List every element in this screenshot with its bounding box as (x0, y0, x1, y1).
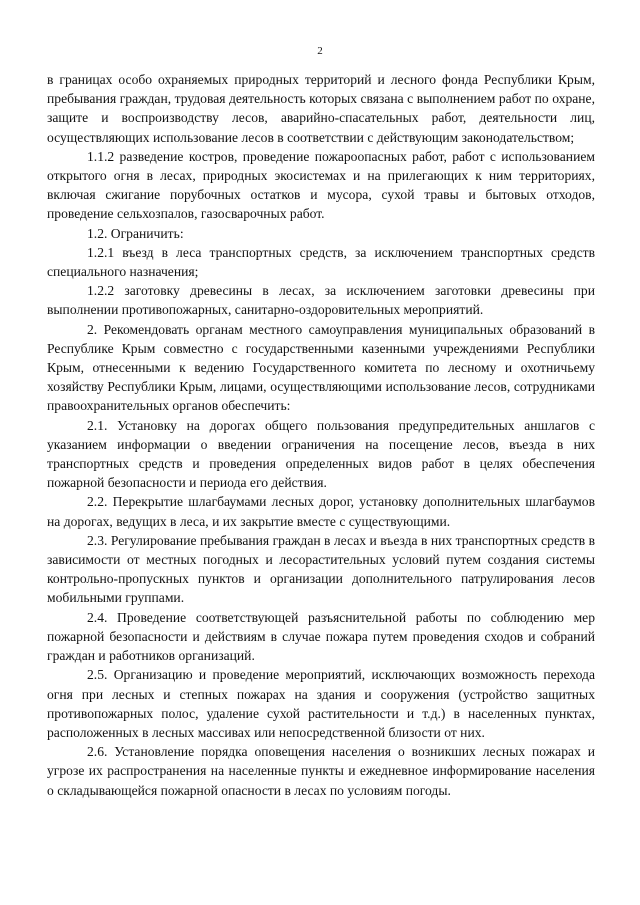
paragraph-continuation: в границах особо охраняемых природных территорий и лесного фонда Республики Крым, пребывания граждан, трудовая деятельность которых связана с выполнением работ по охране, защите и воспроизводству лесов, аварийно-спасательных работ, деятельности лиц, осуществляющих использование лесов в соответствии с действующим законодательством; (47, 72, 595, 145)
document-body (47, 70, 595, 800)
paragraph-2-4: 2.4. Проведение соответствующей разъяснительной работы по соблюдению мер пожарной безопасности и действиям в случае пожара путем проведения сходов и собраний граждан и работников организаций. (47, 609, 595, 664)
paragraph-2-5: 2.5. Организацию и проведение мероприятий, исключающих возможность перехода огня при лесных и степных пожарах на здания и сооружения (устройство защитных противопожарных полос, удаление сухой растительности и т.д.) в населенных пунктах, расположенных в лесных массивах или непосредственной близости от них. (47, 667, 595, 740)
paragraph-2: 2. Рекомендовать органам местного самоуправления муниципальных образований в Республике Крым совместно с государственными казенными учреждениями Республики Крым, отнесенными к ведению Государственного комитета по лесному и охотничьему хозяйству Республики Крым, лицами, осуществляющими использование лесов, сотрудниками правоохранительных органов обеспечить: (47, 321, 595, 414)
paragraph-1-2-1: 1.2.1 въезд в леса транспортных средств, за исключением транспортных средств специального назначения; (47, 244, 595, 280)
page-number: 2 (317, 45, 323, 57)
paragraph-2-3: 2.3. Регулирование пребывания граждан в лесах и въезда в них транспортных средств в зависимости от местных погодных и лесорастительных условий путем создания системы контрольно-пропускных пунктов и организации дополнительного патрулирования лесов мобильными группами. (47, 532, 595, 606)
paragraph-1-1-2: 1.1.2 разведение костров, проведение пожароопасных работ, работ с использованием открытого огня в лесах, природных экосистемах и на прилегающих к ним территориях, включая сжигание порубочных остатков и мусора, сухой травы и бытовых отходов, проведение сельхозпалов, газосварочных работ. (47, 148, 595, 222)
paragraph-1-2: 1.2. Ограничить: (87, 225, 184, 241)
paragraph-1-2-2: 1.2.2 заготовку древесины в лесах, за исключением заготовки древесины при выполнении противопожарных, санитарно-оздоровительных мероприятий. (47, 283, 595, 318)
paragraph-2-2: 2.2. Перекрытие шлагбаумами лесных дорог, установку дополнительных шлагбаумов на дорогах, ведущих в леса, и их закрытие вместе с существующими. (47, 494, 595, 529)
paragraph-2-1: 2.1. Установку на дорогах общего пользования предупредительных аншлагов с указанием информации о введении ограничения на посещение лесов, въезда в них транспортных средств и проведения определенных видов работ в целях обеспечения пожарной безопасности и периода его действия. (47, 417, 595, 491)
paragraph-2-6: 2.6. Установление порядка оповещения населения о возникших лесных пожарах и угрозе их распространения на населенные пункты и ежедневное информирование населения о складывающейся пожарной опасности в лесах по условиям погоды. (47, 744, 595, 798)
